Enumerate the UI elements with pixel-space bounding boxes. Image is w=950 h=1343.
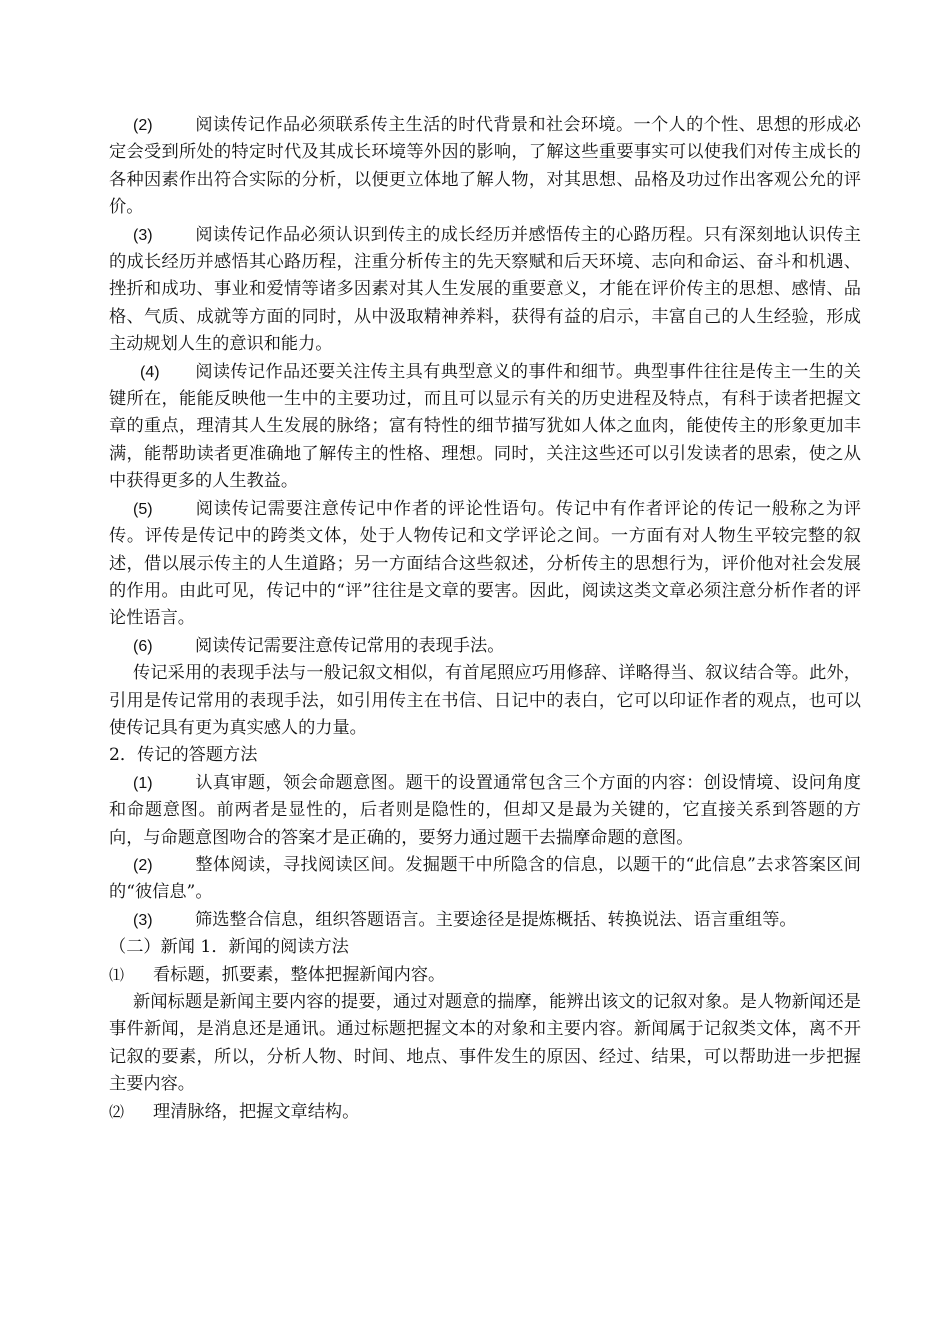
item-number: ⑴ [109,965,125,984]
paragraph-text: 筛选整合信息，组织答题语言。主要途径是提炼概括、转换说法、语言重组等。 [195,909,797,930]
item-number: (5) [133,500,153,518]
news-item-1 [109,962,861,989]
news-body: 新闻标题是新闻主要内容的提要，通过对题意的揣摩，能辨出该文的记叙对象。是人物新闻还是事件新闻，是消息还是通讯。通过标题把握文本的对象和主要内容。新闻属于记叙类文体，离不开记叙的要素，所以，分析人物、时间、地点、事件发生的原因、经过、结果，可以帮助进一步把握主要内容。 [109,992,861,1095]
item-number: (2) [133,117,153,134]
paragraph-text: 阅读传记需要注意传记常用的表现手法。 [195,635,505,656]
paragraph-text: 阅读传记作品必须认识到传主的成长经历并感悟传主的心路历程。只有深刻地认识传主的成长经历并感悟其心路历程，注重分析传主的先天察赋和后天环境、志向和命运、奋斗和机遇、挫折和成功、事业和爱情等诸多因素对其人生发展的重要意义，才能在评价传主的思想、感情、品格、气质、成就等方面的同时，从中汲取精神养料，获得有益的启示，丰富自己的人生经验，形成主动规划人生的意识和能力。 [109,224,861,355]
item-number: (2) [133,856,153,874]
answer-method-1 [109,770,861,852]
news-heading: （二）新闻 1．新闻的阅读方法 [109,937,349,958]
paragraph-2 [109,112,861,222]
item-number: (3) [133,911,153,929]
item-number: ⑵ [109,1102,125,1121]
paragraph-text: 阅读传记需要注意传记中作者的评论性语句。传记中有作者评论的传记一般称之为评传。评传是传记中的跨类文体，处于人物传记和文学评论之间。一方面有对人物生平较完整的叙述，借以展示传主的人生道路；另一方面结合这些叙述，分析传主的思想行为，评价他对社会发展的作用。由此可见，传记中的“评”往往是文章的要害。因此，阅读这类文章必须注意分析作者的评论性语言。 [109,498,861,629]
item-number: (4) [140,363,160,381]
paragraph-text: 阅读传记作品必须联系传主生活的时代背景和社会环境。一个人的个性、思想的形成必定会受到所处的特定时代及其成长环境等外因的影响，了解这些重要事实可以使我们对传主成长的各种因素作出符合实际的分析，以便更立体地了解人物，对其思想、品格及功过作出客观公允的评价。 [109,115,861,218]
paragraph-3 [109,222,861,359]
news-item-2 [109,1099,861,1126]
paragraph-4 [109,359,861,496]
section-heading: 2．传记的答题方法 [109,745,258,766]
paragraph-text: 整体阅读，寻找阅读区间。发掘题干中所隐含的信息，以题干的“此信息”去求答案区间的“彼信息”。 [109,854,861,903]
paragraph-6-body: 传记采用的表现手法与一般记叙文相似，有首尾照应巧用修辞、详略得当、叙议结合等。此外，引用是传记常用的表现手法，如引用传主在书信、日记中的表白，它可以印证作者的观点，也可以使传记具有更为真实感人的力量。 [109,663,861,738]
item-number: (6) [133,637,153,655]
paragraph-text: 认真审题，领会命题意图。题干的设置通常包含三个方面的内容：创设情境、设问角度和命题意图。前两者是显性的，后者则是隐性的，但却又是最为关键的，它直接关系到答题的方向，与命题意图吻合的答案才是正确的，要努力通过题干去揣摩命题的意图。 [109,772,861,848]
paragraph-6 [109,633,861,660]
paragraph-text: 理清脉络，把握文章结构。 [153,1101,360,1122]
item-number: (3) [133,226,153,244]
paragraph-text: 看标题，抓要素，整体把握新闻内容。 [153,964,446,985]
item-number: (1) [133,774,153,792]
answer-method-2 [109,852,861,907]
document-page [109,112,861,1126]
answer-method-3 [109,907,861,934]
paragraph-text: 阅读传记作品还要关注传主具有典型意义的事件和细节。典型事件往往是传主一生的关键所在，能能反映他一生中的主要功过，而且可以显示有关的历史进程及特点，有科于读者把握文章的重点，理清其人生发展的脉络；富有特性的细节描写犹如人体之血肉，能使传主的形象更加丰满，能帮助读者更准确地了解传主的性格、理想。同时，关注这些还可以引发读者的思索，使之从中获得更多的人生教益。 [109,361,861,492]
paragraph-5 [109,496,861,633]
